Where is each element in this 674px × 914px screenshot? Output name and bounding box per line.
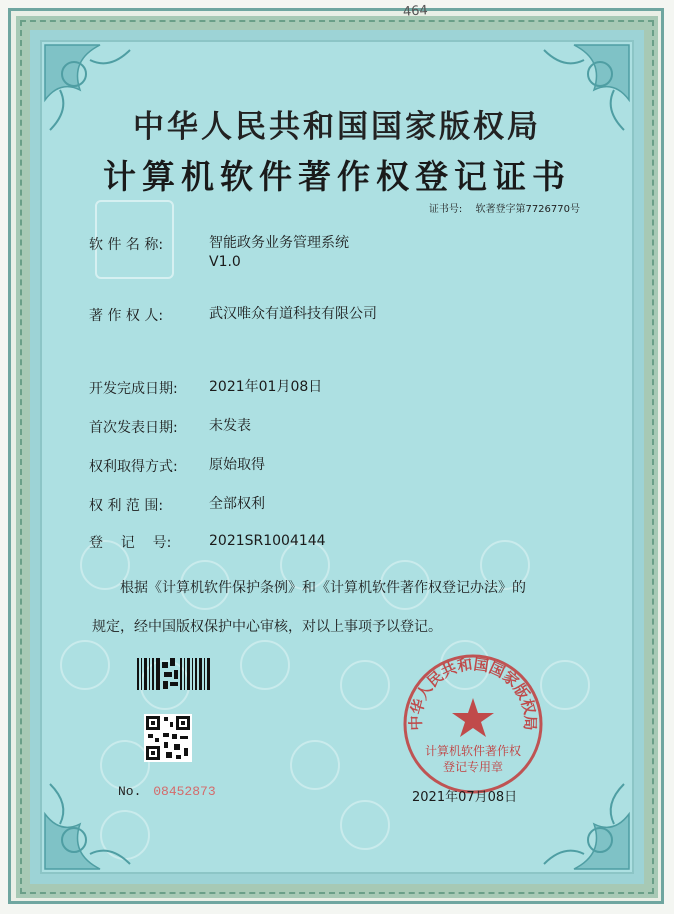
- field-copyright-owner: [89, 305, 377, 325]
- field-registration-number: [89, 532, 326, 552]
- serial-number: [118, 784, 216, 799]
- field-label: 著 作 权 人:: [89, 308, 164, 324]
- certificate-number: [429, 200, 580, 215]
- star-icon: [452, 698, 494, 737]
- serial-number-label: No.: [118, 784, 142, 799]
- seal-text-line-1: 计算机软件著作权: [424, 744, 521, 758]
- seal-text-line-2: 登记专用章: [442, 760, 503, 774]
- field-acquisition-method: [89, 456, 265, 476]
- seal-ring-text: 中华人民共和国国家版权局: [406, 655, 540, 731]
- barcode: [137, 658, 211, 690]
- field-completion-date: [89, 378, 322, 398]
- field-label: 首次发表日期:: [89, 420, 178, 436]
- field-value: 智能政务业务管理系统 V1.0: [209, 235, 349, 270]
- field-value: 2021年01月08日: [209, 379, 323, 395]
- certificate-number-label: 证书号:: [428, 204, 463, 215]
- issue-date: 2021年07月08日: [412, 790, 518, 805]
- field-label: 权 利 范 围:: [89, 498, 164, 514]
- certificate-title: 计算机软件著作权登记证书: [103, 157, 571, 196]
- field-label: 软 件 名 称:: [89, 237, 164, 253]
- field-value: 武汉唯众有道科技有限公司: [209, 306, 377, 322]
- field-value: 未发表: [209, 418, 251, 434]
- certificate-number-value: 软著登字第7726770号: [475, 204, 580, 215]
- official-seal: [399, 650, 547, 798]
- qr-code: [144, 714, 192, 762]
- field-value: 全部权利: [209, 496, 265, 512]
- field-rights-scope: [89, 495, 265, 515]
- corner-ornament-bottom-left: [40, 754, 160, 874]
- handwritten-note: 464: [402, 3, 429, 20]
- serial-number-value: 08452873: [153, 784, 216, 799]
- issuing-authority: 中华人民共和国国家版权局: [133, 109, 541, 145]
- field-software-name: [89, 234, 349, 272]
- field-value: 原始取得: [209, 457, 265, 473]
- field-label: 权利取得方式:: [89, 459, 178, 475]
- statement-line-2: 规定，经中国版权保护中心审核，对以上事项予以登记。: [92, 619, 442, 635]
- statement-line-1: 根据《计算机软件保护条例》和《计算机软件著作权登记办法》的: [120, 580, 526, 596]
- field-label: 登 记 号:: [89, 535, 172, 551]
- field-first-publication-date: [89, 417, 251, 437]
- field-label: 开发完成日期:: [89, 381, 178, 397]
- field-value: 2021SR1004144: [209, 533, 326, 549]
